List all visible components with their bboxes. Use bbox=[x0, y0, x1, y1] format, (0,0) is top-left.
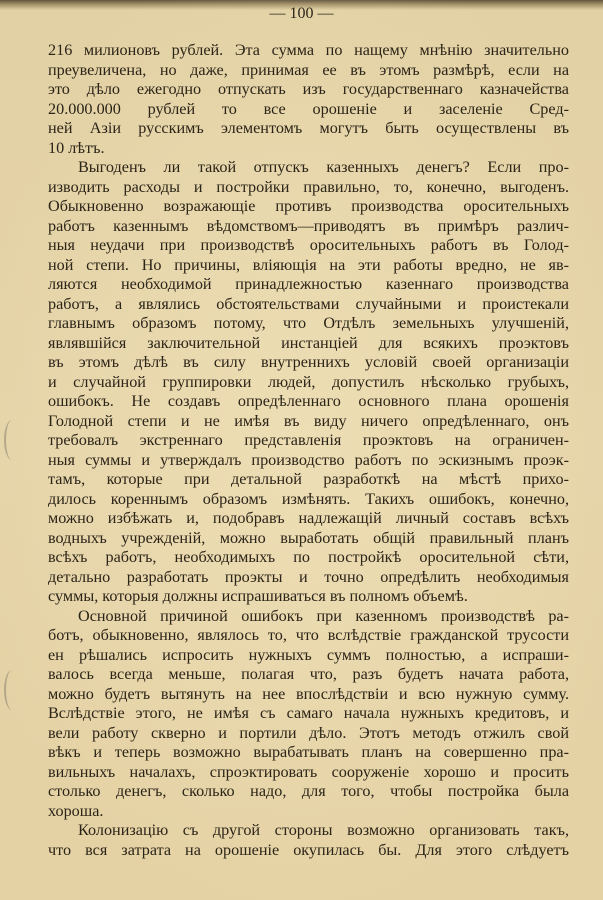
text-line: главнымъ образомъ потому, что Отдѣлъ земельныхъ улучшеній, bbox=[48, 314, 569, 332]
text-line: преувеличена, но даже, принимая ее въ этомъ размѣрѣ, если на bbox=[48, 60, 569, 79]
text-line: детально разработать проэкты и точно опредѣлить необходимыя bbox=[48, 567, 569, 586]
text-line: ошибокъ. Не создавъ опредѣленнаго основного плана орошенія bbox=[48, 392, 569, 410]
paragraph bbox=[48, 821, 569, 860]
text-line: требовалъ экстреннаго представленія проэктовъ на ограничен- bbox=[48, 431, 569, 449]
text-line: столько денегъ, сколько надо, для того, чтобы постройка была bbox=[48, 782, 569, 800]
text-line: Основной причиной ошибокъ при казенномъ производствѣ ра- bbox=[78, 606, 569, 625]
text-line: это дѣло ежегодно отпускать изъ государственнаго казначейства bbox=[48, 80, 569, 98]
text-line: 10 лѣтъ. bbox=[48, 138, 105, 157]
page-number: — 100 — bbox=[269, 5, 334, 22]
text-line: хороша. bbox=[48, 801, 104, 820]
text-line: валось всегда меньше, полагая что, разъ будетъ начата работа, bbox=[48, 665, 569, 683]
text-line: ныя неудачи при производствѣ оросительныхъ работъ въ Голод- bbox=[48, 236, 569, 254]
text-line: водныхъ учрежденій, можно выработать общій правильный планъ bbox=[48, 528, 569, 547]
text-line: изводить расходы и постройки правильно, то, конечно, выгоденъ. bbox=[48, 177, 569, 196]
pencil-margin-mark bbox=[4, 420, 20, 460]
paragraph bbox=[48, 158, 569, 607]
text-line: суммы, которыя должны испрашиваться въ полномъ объемѣ. bbox=[48, 587, 468, 605]
text-line: вѣкъ и теперь возможно вырабатывать планъ на совершенно пра- bbox=[48, 743, 569, 761]
text-line: ной степи. Но причины, вліяющія на эти работы вредно, не яв- bbox=[48, 255, 569, 274]
text-line: ботъ, обыкновенно, являлось то, что вслѣдствіе гражданской трусости bbox=[48, 626, 569, 644]
text-line: Обыкновенно возражающіе противъ производства оросительныхъ bbox=[48, 197, 569, 215]
pencil-margin-mark bbox=[4, 670, 20, 710]
text-line: что вся затрата на орошеніе окупилась бы. Для этого слѣдуетъ bbox=[48, 840, 569, 859]
text-line: Голодной степи и не имѣя въ виду ничего опредѣленнаго, онъ bbox=[48, 411, 569, 430]
text-line: вильныхъ началахъ, спроэктировать сооруженіе хорошо и просить bbox=[48, 762, 569, 781]
text-line: ляются необходимой принадлежностью казеннаго производства bbox=[48, 275, 569, 293]
paragraph bbox=[48, 41, 569, 158]
text-line: Вслѣдствіе этого, не имѣя съ самаго начала нужныхъ кредитовъ, и bbox=[48, 704, 569, 722]
text-line: и случайной группировки людей, допустилъ нѣсколько грубыхъ, bbox=[48, 372, 569, 391]
text-line: Колонизацію съ другой стороны возможно организовать такъ, bbox=[78, 821, 569, 839]
text-line: Выгоденъ ли такой отпускъ казенныхъ денегъ? Если про- bbox=[78, 158, 569, 176]
text-line: всѣхъ работъ, необходимыхъ по постройкѣ оросительной сѣти, bbox=[48, 548, 569, 566]
text-line: являвшійся заключительной инстанціей для всякихъ проэктовъ bbox=[48, 333, 569, 352]
text-line: ней Азіи русскимъ элементомъ могутъ быть осуществлены въ bbox=[48, 119, 569, 137]
text-line: можно будетъ вытянуть на нее впослѣдствіи и всю нужную сумму. bbox=[48, 684, 569, 703]
text-line: въ этомъ дѣлѣ въ силу внутреннихъ условій своей организаціи bbox=[48, 353, 569, 371]
text-line: 20.000.000 рублей то все орошеніе и заселеніе Сред- bbox=[48, 99, 569, 118]
paragraph bbox=[48, 607, 569, 822]
text-line: вели работу скверно и портили дѣло. Этотъ методъ отжилъ свой bbox=[48, 723, 569, 742]
text-line: 216 милионовъ рублей. Эта сумма по нащему мнѣнію значительно bbox=[48, 41, 569, 59]
text-line: работъ, а являлись обстоятельствами случайными и проистекали bbox=[48, 294, 569, 313]
body-text bbox=[48, 41, 569, 860]
text-line: дилось кореннымъ образомъ измѣнять. Такихъ ошибокъ, конечно, bbox=[48, 489, 569, 508]
text-line: можно избѣжать и, подобравъ надлежащій личный составъ всѣхъ bbox=[48, 509, 569, 527]
text-line: ен рѣшались испросить нужныхъ суммъ полностью, а испраши- bbox=[48, 645, 569, 664]
text-line: работъ казеннымъ вѣдомствомъ—приводятъ въ примѣръ различ- bbox=[48, 216, 569, 235]
text-line: тамъ, которые при детальной разработкѣ на мѣстѣ прихо- bbox=[48, 470, 569, 488]
text-line: ныя суммы и утверждалъ производство работъ по эскизнымъ проэк- bbox=[48, 450, 569, 469]
